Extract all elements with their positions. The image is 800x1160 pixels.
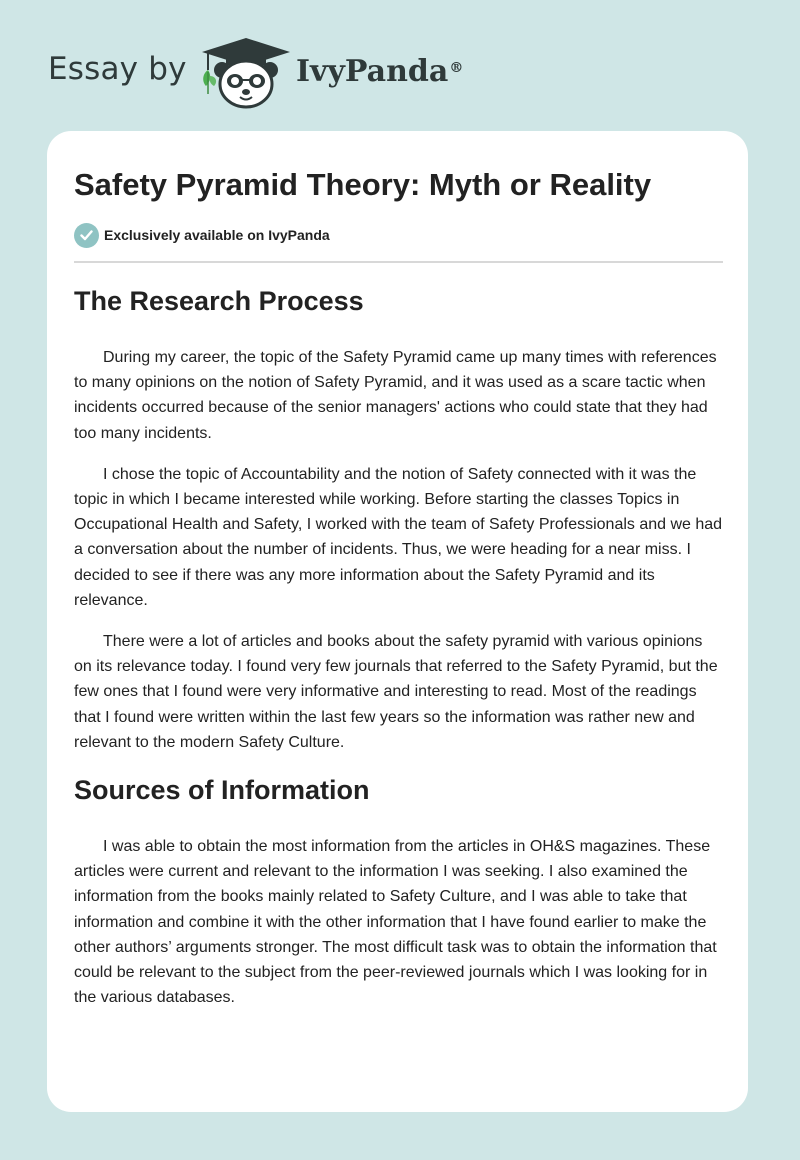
badge-text: Exclusively available on IvyPanda — [104, 227, 330, 243]
paragraph: I was able to obtain the most information from the articles in OH&S magazines. These articles were current and relevant to the information I was seeking. I also examined the information from the books mainly related to Safety Culture, and I was able to take that information and combine it with the other information that I have found earlier to make the other authors’ arguments stronger. The most difficult task was to obtain the information that could be relevant to the subject from the peer-reviewed journals which I was looking for in the various databases. — [74, 838, 717, 1007]
divider — [74, 261, 723, 263]
section-heading: Sources of Information — [74, 775, 370, 806]
section-heading: The Research Process — [74, 286, 364, 316]
essay-body — [74, 278, 724, 1010]
page-title: Safety Pyramid Theory: Myth or Reality — [74, 167, 652, 202]
essay-card — [47, 131, 748, 1112]
brand-logo-text[interactable] — [296, 52, 463, 92]
check-circle-icon — [74, 223, 99, 248]
registered-mark: ® — [449, 60, 464, 76]
panda-graduate-logo-icon[interactable] — [200, 36, 292, 110]
paragraph: I chose the topic of Accountability and the notion of Safety connected with it was the topic in which I became interested while working. Before starting the classes Topics in Occupational Health and Safety, I worked with the team of Safety Professionals and we had a conversation about the number of incidents. Thus, we were heading for a near miss. I decided to see if there was any more information about the Safety Pyramid and its relevance. — [74, 465, 723, 609]
brand-name: IvyPanda — [296, 54, 449, 89]
site-header — [0, 0, 800, 130]
paragraph: There were a lot of articles and books about the safety pyramid with various opinions on its relevance today. I found very few journals that referred to the Safety Pyramid, but the few ones that I found were very informative and interesting to read. Most of the readings that I found were written within the last few years so the information was rather new and relevant to the modern Safety Culture. — [74, 633, 718, 751]
exclusive-badge — [74, 222, 330, 248]
essay-by-label: Essay by — [48, 51, 187, 87]
paragraph: During my career, the topic of the Safety Pyramid came up many times with references to many opinions on the notion of Safety Pyramid, and it was used as a scare tactic when incidents occurred because of the senior managers' actions who could state that they had too many incidents. — [74, 349, 717, 442]
